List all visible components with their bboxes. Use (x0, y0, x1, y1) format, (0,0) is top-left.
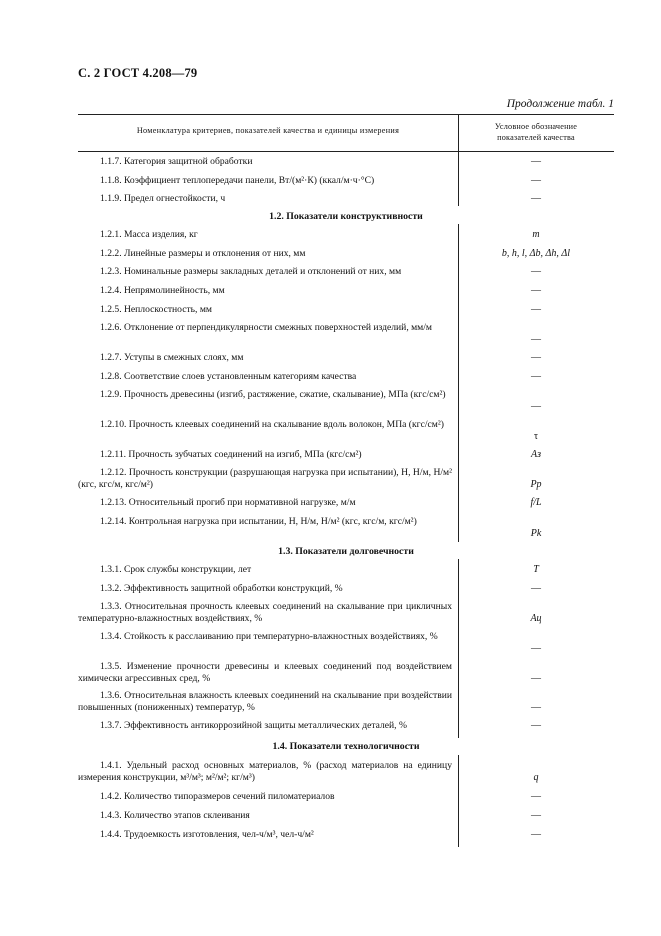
row-1-4-2: 1.4.2. Количество типоразмеров сечений пиломатериалов (100, 791, 335, 802)
row-1-2-2: 1.2.2. Линейные размеры и отклонения от них, мм (100, 248, 306, 259)
symbol-1-2-4: — (531, 285, 541, 296)
row-1-4-4: 1.4.4. Трудоемкость изготовления, чел-ч/м³, чел-ч/м² (100, 829, 314, 840)
symbol-1-1-9: — (531, 193, 541, 204)
row-1-2-7: 1.2.7. Уступы в смежных слоях, мм (100, 352, 244, 363)
symbol-1-2-5: — (531, 304, 541, 315)
column-header-criteria: Номенклатура критериев, показателей качества и единицы измерения (136, 126, 400, 135)
row-1-3-6: 1.3.6. Относительная влажность клеевых соединений на скалывание при воздействии повышенных (пониженных) температур, % (78, 690, 452, 713)
section-title-1-3: 1.3. Показатели долговечности (278, 546, 414, 557)
symbol-1-3-4: — (531, 643, 541, 654)
symbol-1-3-1: T (533, 564, 539, 575)
symbol-1-2-12: Pp (530, 479, 542, 490)
row-1-3-3: 1.3.3. Относительная прочность клеевых соединений на скалывание при цикличных температурно-влажностных воздействиях, % (78, 601, 452, 624)
symbol-1-2-9: — (531, 401, 541, 412)
row-1-2-1: 1.2.1. Масса изделия, кг (100, 229, 198, 240)
row-1-1-9: 1.1.9. Предел огнестойкости, ч (100, 193, 226, 204)
row-1-2-8: 1.2.8. Соответствие слоев установленным категориям качества (100, 371, 357, 382)
row-1-2-3: 1.2.3. Номинальные размеры закладных деталей и отклонений от них, мм (100, 266, 402, 277)
symbol-1-1-7: — (531, 156, 541, 167)
row-1-2-13: 1.2.13. Относительный прогиб при нормативной нагрузке, м/м (100, 497, 356, 508)
column-header-symbol-line1: Условное обозначение (494, 122, 578, 131)
symbol-1-2-8: — (531, 371, 541, 382)
row-1-3-4: 1.3.4. Стойкость к расслаиванию при температурно-влажностных воздействиях, % (100, 631, 438, 642)
symbol-1-4-4: — (531, 829, 541, 840)
symbol-1-3-2: — (531, 583, 541, 594)
symbol-1-3-7: — (531, 720, 541, 731)
symbol-1-2-14: Pk (530, 528, 542, 539)
row-1-4-3: 1.4.3. Количество этапов склеивания (100, 810, 250, 821)
symbol-1-2-7: — (531, 352, 541, 363)
row-1-3-7: 1.3.7. Эффективность антикоррозийной защиты металлических деталей, % (100, 720, 407, 731)
row-1-2-14: 1.2.14. Контрольная нагрузка при испытании, Н, Н/м, Н/м² (кгс, кгс/м, кгс/м²) (100, 516, 417, 527)
symbol-1-3-6: — (531, 702, 541, 713)
row-1-4-1: 1.4.1. Удельный расход основных материалов, % (расход материалов на единицу измерения конструкции, м³/м³; м²/м²; кг/м³) (78, 760, 452, 783)
row-1-3-2: 1.3.2. Эффективность защитной обработки конструкций, % (100, 583, 343, 594)
section-title-1-4: 1.4. Показатели технологичности (272, 741, 420, 752)
row-1-2-5: 1.2.5. Неплоскостность, мм (100, 304, 212, 315)
symbol-1-2-11: Aз (530, 449, 541, 460)
row-1-1-8: 1.1.8. Коэффициент теплопередачи панели, Вт/(м²·К) (ккал/м·ч·°С) (100, 175, 375, 186)
row-1-2-9: 1.2.9. Прочность древесины (изгиб, растяжение, сжатие, скалывание), МПа (кгс/см²) (100, 389, 446, 400)
section-title-1-2: 1.2. Показатели конструктивности (269, 211, 423, 222)
symbol-1-4-3: — (531, 810, 541, 821)
table-continuation-label: Продолжение табл. 1 (506, 98, 614, 110)
symbol-1-3-5: — (531, 673, 541, 684)
row-1-3-5: 1.3.5. Изменение прочности древесины и клеевых соединений под воздействием химически агрессивных сред, % (78, 661, 452, 684)
symbol-1-2-2: b, h, l, Δb, Δh, Δl (501, 248, 571, 259)
column-header-symbol-line2: показателей качества (497, 133, 575, 142)
symbol-1-3-3: Aц (530, 613, 542, 624)
row-1-2-10: 1.2.10. Прочность клеевых соединений на скалывание вдоль волокон, МПа (кгс/см²) (100, 419, 444, 430)
row-1-3-1: 1.3.1. Срок службы конструкции, лет (100, 564, 252, 575)
row-1-2-4: 1.2.4. Непрямолинейность, мм (100, 285, 225, 296)
row-1-2-6: 1.2.6. Отклонение от перпендикулярности смежных поверхностей изделий, мм/м (100, 322, 432, 333)
symbol-1-4-2: — (531, 791, 541, 802)
symbol-1-4-1: q (533, 772, 539, 783)
page-header: С. 2 ГОСТ 4.208—79 (78, 66, 198, 80)
row-1-1-7: 1.1.7. Категория защитной обработки (100, 156, 253, 167)
row-1-2-12: 1.2.12. Прочность конструкции (разрушающая нагрузка при испытании), Н, Н/м, Н/м² (кгс, кгс/м, кгс/м²) (78, 467, 452, 490)
symbol-1-2-13: f/L (530, 497, 542, 508)
symbol-1-2-1: m (532, 229, 540, 240)
symbol-1-2-6: — (531, 334, 541, 345)
symbol-1-2-3: — (531, 266, 541, 277)
symbol-1-1-8: — (531, 175, 541, 186)
row-1-2-11: 1.2.11. Прочность зубчатых соединений на изгиб, МПа (кгс/см²) (100, 449, 362, 460)
symbol-1-2-10: τ (533, 431, 539, 442)
